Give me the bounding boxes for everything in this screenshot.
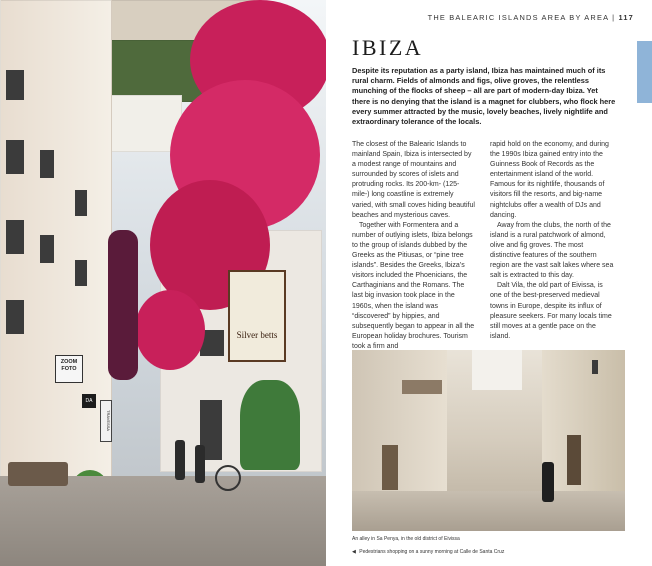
page-title: IBIZA	[352, 35, 424, 60]
window	[6, 140, 24, 174]
street-road	[0, 476, 326, 566]
intro-paragraph: Despite its reputation as a party island, Ibiza has maintained much of its rural charm. Fields of almonds and figs, olive groves, the relentless munching of the flocks of sheep – all are part of modern-day Ibiza. Yet there is no denying that the island is a magnet for clubbers, who flock here every summer attracted by the music, lovely beaches, lively nightlife and extraordinary tolerance of the locals.	[352, 66, 616, 127]
bougainvillea-dark	[108, 230, 138, 380]
window	[6, 220, 24, 254]
page-number: 117	[618, 13, 634, 22]
vertical-sign: TRAVESSA	[100, 400, 112, 442]
caption-arrow-icon: ◀	[352, 549, 356, 555]
bougainvillea	[135, 290, 205, 370]
window	[40, 150, 54, 178]
pedestrian	[175, 440, 185, 480]
body-column-left	[352, 140, 476, 352]
palm-plant	[240, 380, 300, 470]
cafe-patrons	[8, 462, 68, 486]
walking-person	[542, 462, 554, 502]
body-paragraph: rapid hold on the economy, and during the 1990s Ibiza gained entry into the Guinness Book of Records as the entertainment island of the world. Famous for its nightlife, thousands of visitors fill the resorts, and big-name nightclubs offer a wealth of DJs and dancing.	[490, 141, 609, 219]
section-tab	[637, 41, 652, 103]
alley-sky	[472, 350, 522, 390]
body-paragraph: Together with Formentera and a number of outlying islets, Ibiza belongs to the group of islands dubbed by the Greeks as the Pitiusas, or “pine tree islands”. Besides the Greeks, Ibiza’s visitors included the Phoenicians, the Carthaginians and the Romans. The last big invasion took place in the 1960s, when the island was “discovered” by hippies, and subsequently began to appear in all the European holiday brochures. Tourism took a firm and	[352, 221, 475, 350]
cyclist	[215, 465, 241, 491]
left-photo-caption-text: Pedestrians shopping on a sunny morning at Calle de Santa Cruz	[359, 549, 505, 555]
window	[75, 190, 87, 216]
running-head	[428, 13, 634, 22]
window	[6, 70, 24, 100]
body-column-right	[490, 140, 614, 342]
body-paragraph: Dalt Vila, the old part of Eivissa, is one of the best-preserved medieval towns in Europe, despite its influx of pleasure seekers. For many locals time still moves at a gentle pace on the island.	[490, 282, 612, 340]
bar-sign: DA	[82, 394, 96, 408]
pedestrian	[195, 445, 205, 483]
body-paragraph: The closest of the Balearic Islands to mainland Spain, Ibiza is intersected by a modest range of mountains and surrounded by scores of islets and protruding rocks. Its 200-km- (125-mile-) long coastline is extremely varied, with small coves hiding beautiful beaches and mysterious caves.	[352, 141, 475, 219]
zoom-foto-sign: ZOOM FOTO	[55, 355, 83, 383]
balcony	[402, 380, 442, 394]
window	[40, 235, 54, 263]
inset-caption: An alley in Sa Penya, in the old district of Eivissa	[352, 536, 460, 542]
doorway	[567, 435, 581, 485]
separator: |	[612, 13, 616, 22]
window	[6, 300, 24, 334]
section-title: THE BALEARIC ISLANDS AREA BY AREA	[427, 13, 609, 22]
left-photo-caption	[352, 549, 642, 556]
body-paragraph: Away from the clubs, the north of the island is a rural patchwork of almond, olive and fig groves. The most distinctive features of the southern region are the vast salt lakes where sea salt is extracted to this day.	[490, 221, 614, 280]
shop-sign: Silver betts	[228, 270, 286, 362]
text-page	[326, 0, 652, 566]
window	[75, 260, 87, 286]
street-lamp	[592, 360, 598, 374]
alley-ground	[352, 491, 625, 531]
alley-photo	[352, 350, 625, 531]
doorway	[382, 445, 398, 490]
